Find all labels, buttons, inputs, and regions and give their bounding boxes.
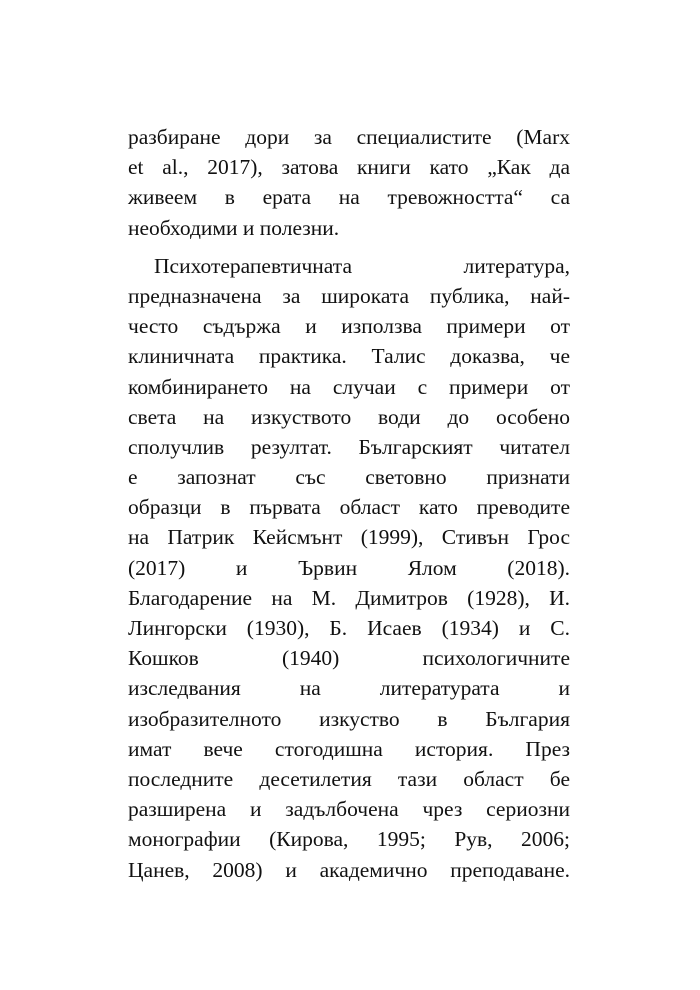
text-line: Психотерапевтичната литература, bbox=[154, 253, 570, 278]
text-line: разбиране дори за специалистите (Marx bbox=[128, 125, 570, 149]
text-line: образци в първата област като преводите bbox=[128, 495, 570, 520]
text-line: света на изкуството води до особено bbox=[128, 404, 570, 429]
text-line: изобразителното изкуство в България bbox=[128, 706, 570, 731]
text-line: et al., 2017), затова книги като „Как да bbox=[128, 155, 570, 180]
text-line: често съдържа и използва примери от bbox=[128, 314, 570, 339]
text-line: комбинирането на случаи с примери от bbox=[128, 374, 570, 399]
text-line: необходими и полезни. bbox=[128, 215, 340, 240]
text-line: монографии (Кирова, 1995; Рув, 2006; bbox=[128, 827, 570, 852]
text-line: последните десетилетия тази област бе bbox=[128, 766, 570, 791]
text-line: сполучлив резултат. Българският читател bbox=[128, 434, 570, 459]
body-text bbox=[128, 122, 570, 893]
text-line: клиничната практика. Талис доказва, че bbox=[128, 344, 570, 369]
text-line: живеем в ерата на тревожността“ са bbox=[128, 185, 570, 210]
text-line: разширена и задълбочена чрез сериозни bbox=[128, 797, 570, 822]
paragraph-1 bbox=[128, 122, 570, 243]
text-line: Цанев, 2008) и академично преподаване. bbox=[128, 857, 570, 882]
text-line: на Патрик Кейсмънт (1999), Стивън Грос bbox=[128, 525, 570, 550]
text-line: е запознат със световно признати bbox=[128, 465, 570, 490]
text-line: Благодарение на М. Димитров (1928), И. bbox=[128, 585, 570, 610]
text-line: Лингорски (1930), Б. Исаев (1934) и С. bbox=[128, 616, 570, 640]
text-line: (2017) и Ървин Ялом (2018). bbox=[128, 555, 570, 580]
text-line: имат вече стогодишна история. През bbox=[128, 736, 570, 761]
text-line: предназначена за широката публика, най- bbox=[128, 283, 570, 308]
text-line: изследвания на литературата и bbox=[128, 676, 570, 701]
paragraph-2 bbox=[128, 251, 570, 885]
text-line: Кошков (1940) психологичните bbox=[128, 646, 570, 671]
